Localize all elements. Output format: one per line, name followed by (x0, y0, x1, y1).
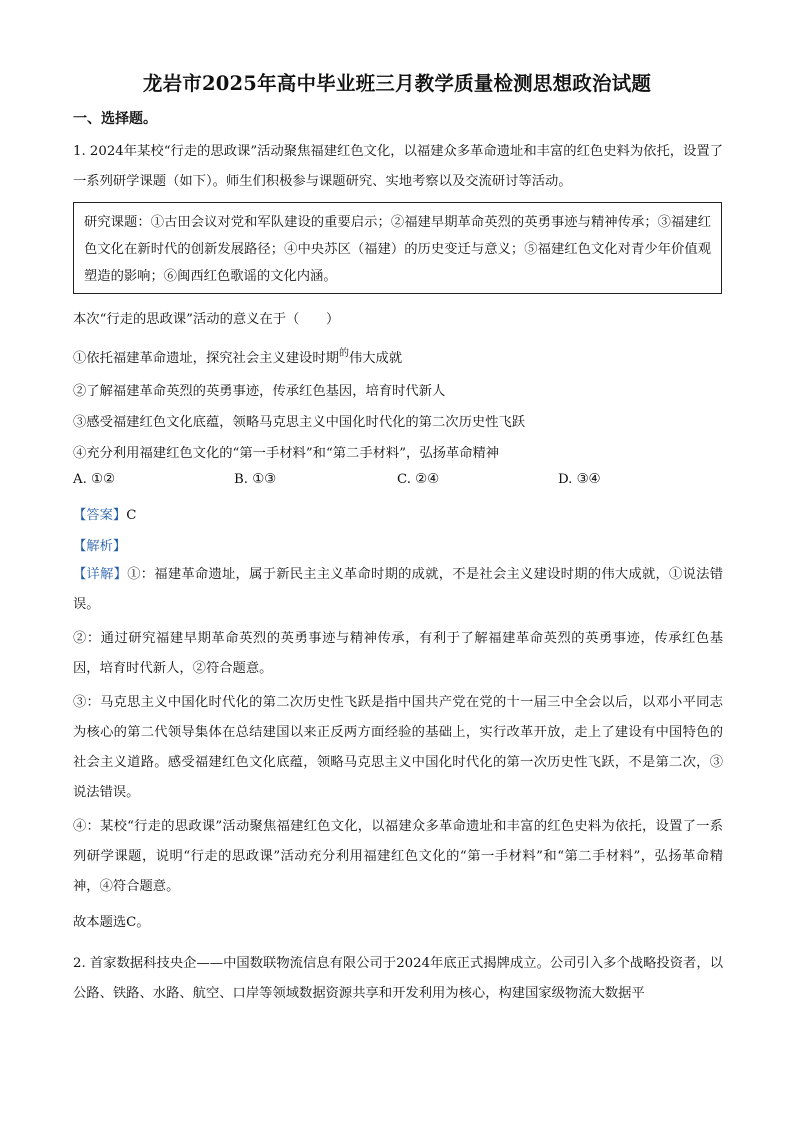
statement-1 (73, 344, 402, 366)
option-c: C. ②④ (397, 472, 439, 487)
detail-1 (73, 560, 723, 620)
question-2-stem: 2. 首家数据科技央企——中国数联物流信息有限公司于2024年底正式揭牌成立。公司引入多个战略投资者，以公路、铁路、水路、航空、口岸等领域数据资源共享和开发利用为核心，构建国家级物流大数据平 (73, 956, 723, 1001)
statement-2: ②了解福建革命英烈的英勇事迹，传承红色基因，培育时代新人 (73, 384, 446, 399)
research-topics-box: 研究课题：①古田会议对党和军队建设的重要启示；②福建早期革命英烈的英勇事迹与精神传承；③福建红色文化在新时代的创新发展路径；④中央苏区（福建）的历史变迁与意义；⑤福建红色文化对青少年价值观塑造的影响；⑥闽西红色歌谣的文化内涵。 (73, 202, 722, 294)
option-b: B. ①③ (234, 472, 277, 487)
question-1-stem: 1. 2024年某校“行走的思政课”活动聚焦福建红色文化，以福建众多革命遗址和丰富的红色史料为依托，设置了一系列研学课题（如下）。师生们积极参与课题研究、实地考察以及交流研讨等活动。 (73, 144, 723, 189)
analysis-tag: 【解析】 (73, 539, 127, 554)
answer-value: C (126, 508, 137, 523)
page-title: 龙岩市2025年高中毕业班三月教学质量检测思想政治试题 (142, 72, 652, 95)
statement-1-text: ①依托福建革命遗址，探究社会主义建设时期 (73, 351, 339, 366)
option-d: D. ③④ (558, 472, 601, 487)
question-1-prompt: 本次“行走的思政课”活动的意义在于（ ） (73, 312, 340, 327)
option-a: A. ①② (73, 472, 115, 487)
statement-3: ③感受福建红色文化底蕴，领略马克思主义中国化时代化的第二次历史性飞跃 (73, 415, 526, 430)
answer-line (73, 504, 136, 523)
detail-3: ③：马克思主义中国化时代化的第二次历史性飞跃是指中国共产党在党的十一届三中全会以后，以邓小平同志为核心的第二代领导集体在总结建国以来正反两方面经验的基础上，实行改革开放，走上了建设有中国特色的社会主义道路。感受福建红色文化底蕴，领略马克思主义中国化时代化的第一次历史性飞跃，不是第二次，③说法错误。 (73, 695, 723, 800)
statement-1-tail: 伟大成就 (348, 351, 403, 366)
answer-tag: 【答案】 (73, 508, 127, 523)
detail-tag: 【详解】 (73, 567, 128, 582)
detail-2: ②：通过研究福建早期革命英烈的英勇事迹与精神传承，有利于了解福建革命英烈的英勇事迹，传承红色基因，培育时代新人，②符合题意。 (73, 631, 723, 676)
section-heading: 一、选择题。 (73, 111, 157, 127)
detail-1-text: ①：福建革命遗址，属于新民主主义革命时期的成就，不是社会主义建设时期的伟大成就，①说法错误。 (73, 567, 723, 612)
statement-4: ④充分利用福建红色文化的“第一手材料”和“第二手材料”，弘扬革命精神 (73, 446, 500, 461)
detail-4: ④：某校“行走的思政课”活动聚焦福建红色文化，以福建众多革命遗址和丰富的红色史料为依托，设置了一系列研学课题，说明“行走的思政课”活动充分利用福建红色文化的“第一手材料”和“第二手材料”，弘扬革命精神，④符合题意。 (73, 819, 723, 894)
conclusion: 故本题选C。 (73, 915, 150, 930)
statement-1-superscript: 的 (338, 348, 349, 359)
